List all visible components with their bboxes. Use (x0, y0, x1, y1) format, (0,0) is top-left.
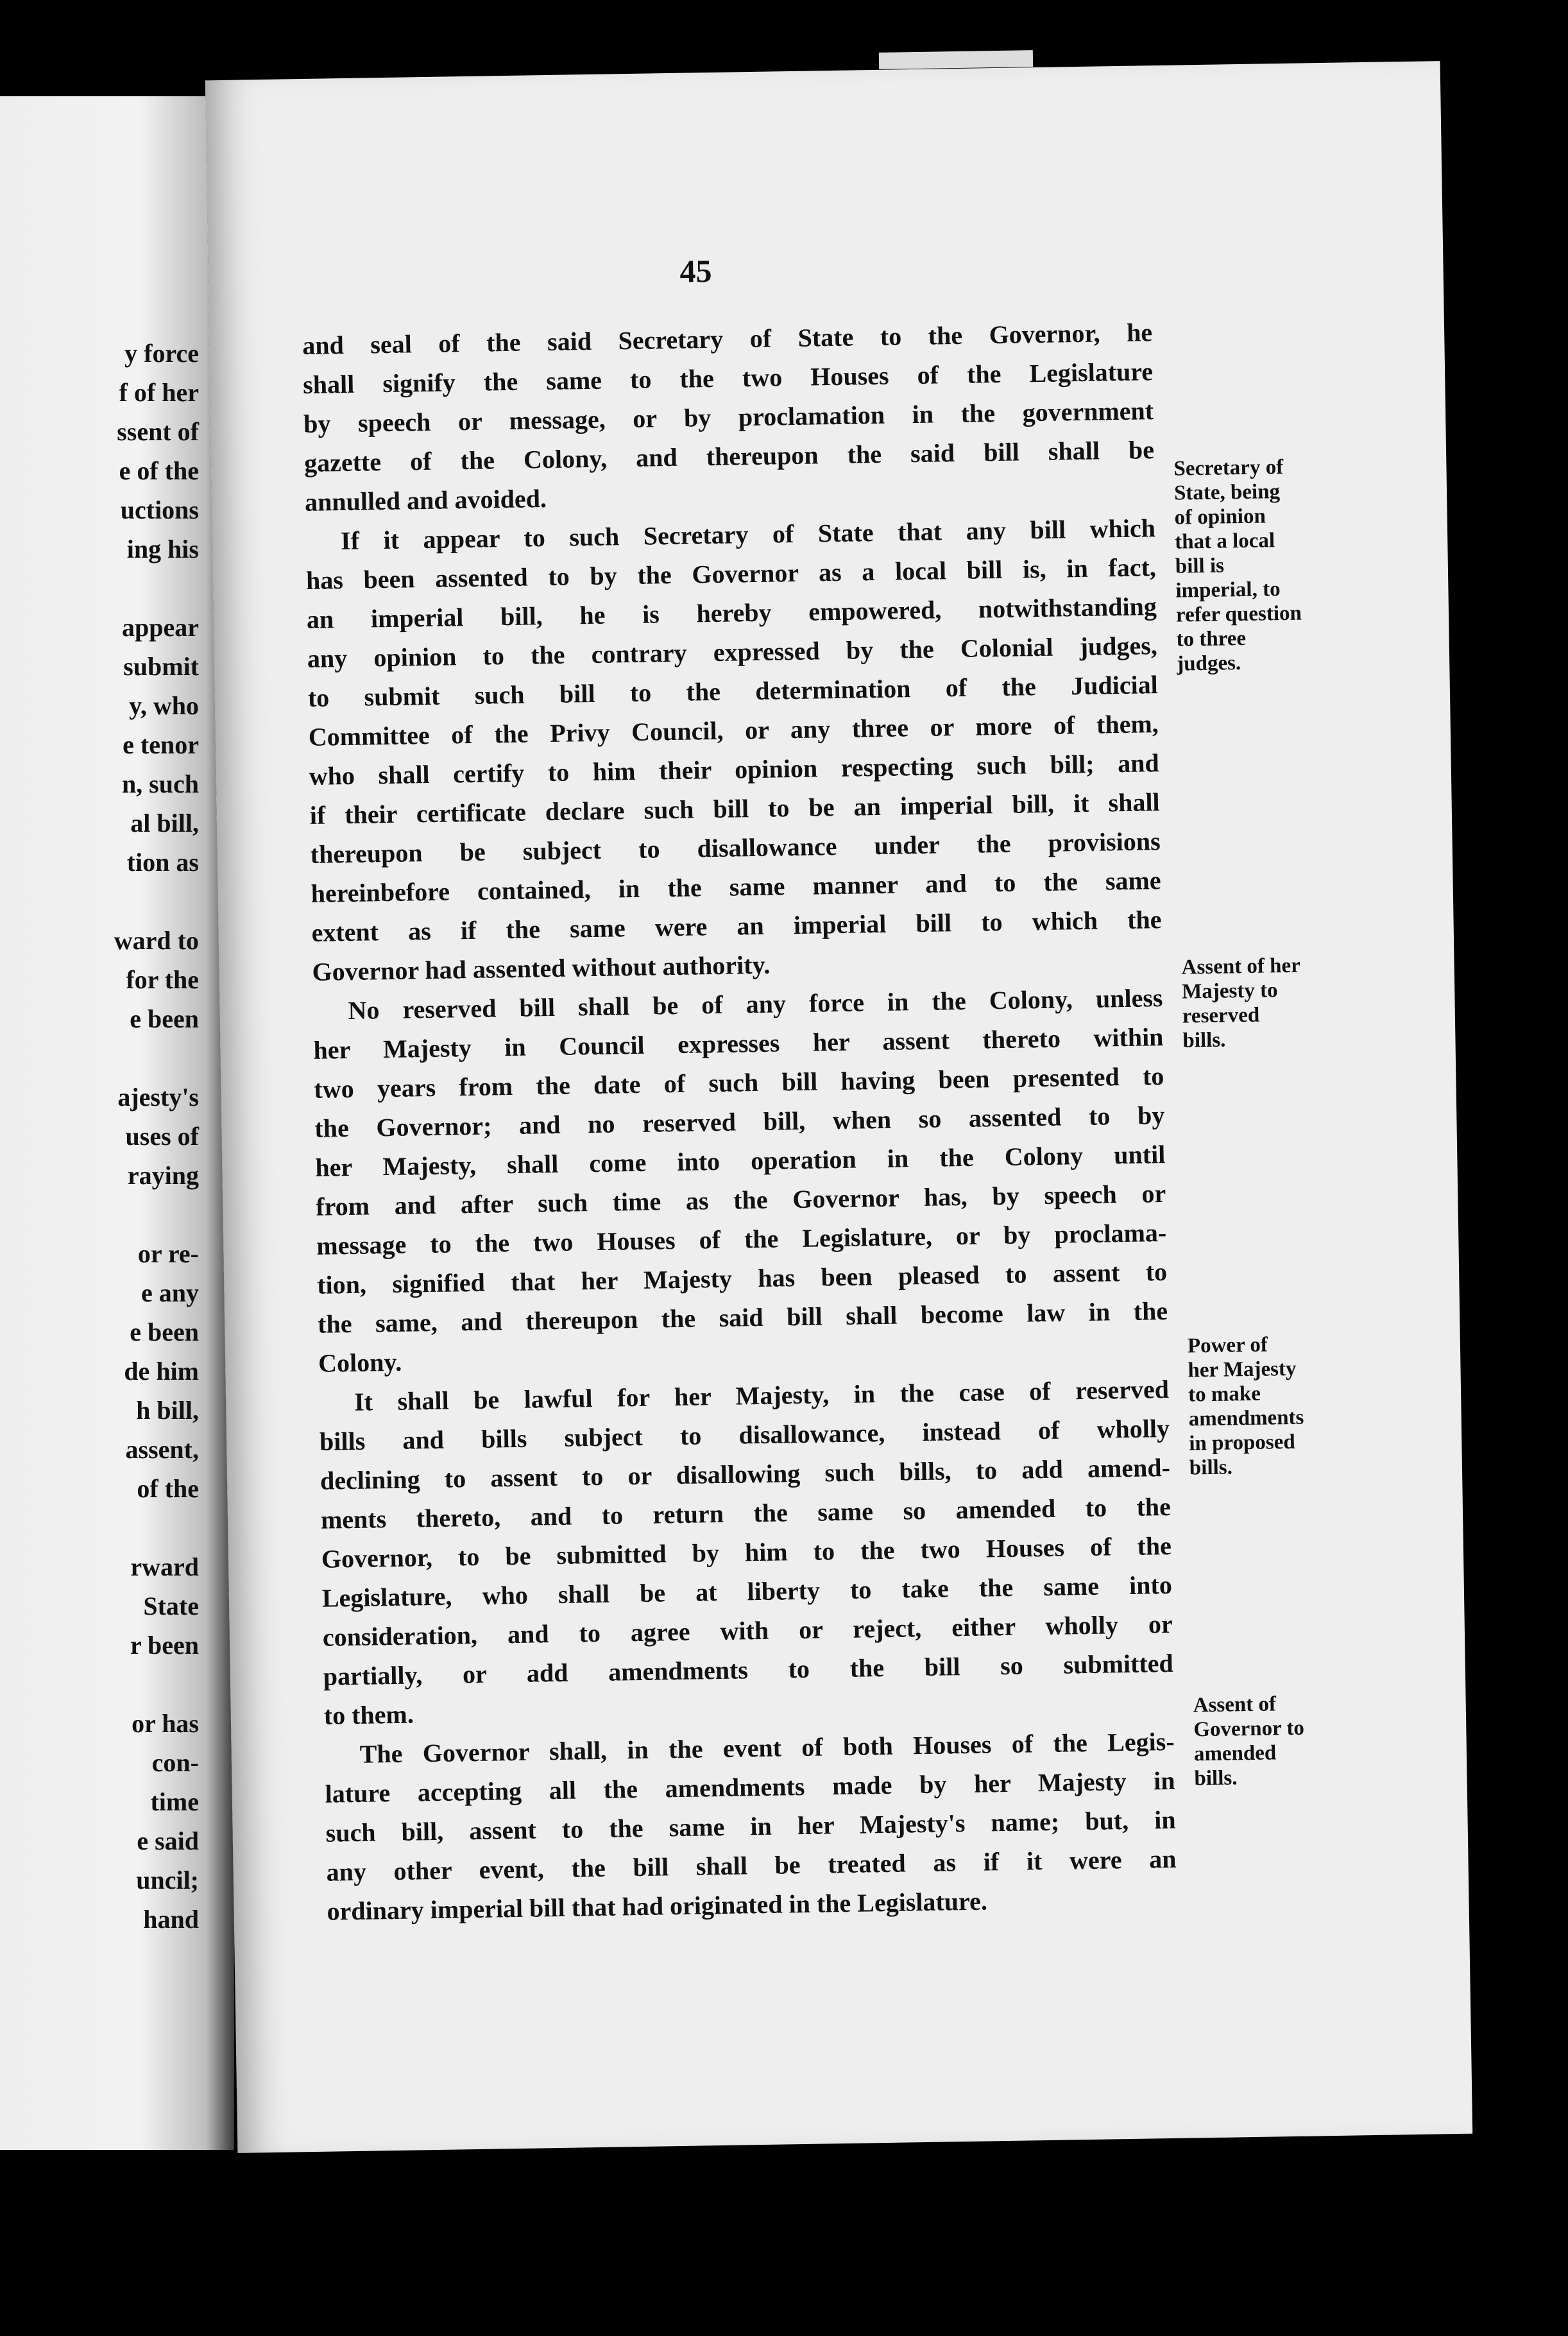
left-page-line: time (150, 1787, 199, 1816)
left-page-line: assent, (125, 1435, 199, 1464)
left-page-line: ssent of (117, 417, 199, 446)
left-page-line: e been (130, 1318, 199, 1346)
left-page-fragments (114, 334, 199, 1939)
text-line: lature accepting all the amendments made by her Majesty in (325, 1765, 1175, 1808)
text-line: has been assented to by the Governor as a local bill is, in fact, (305, 553, 1157, 595)
text-line: hereinbefore contained, in the same manner and to the same (311, 866, 1161, 908)
text-line: No reserved bill shall be of any force in the Colony, unless (348, 983, 1163, 1025)
right-page (205, 61, 1472, 2153)
left-page-line: State (143, 1592, 199, 1620)
text-line: the same, and thereupon the said bill shall become law in the (317, 1296, 1168, 1339)
text-line: partially, or add amendments to the bill so submitted (323, 1648, 1174, 1691)
text-line: if their certificate declare such bill to be an imperial bill, it shall (309, 787, 1160, 830)
text-line: Governor, to be submitted by him to the two Houses of the (321, 1531, 1172, 1574)
left-page-line: hand (143, 1905, 199, 1934)
text-line: such bill, assent to the same in her Majesty's name; but, in (325, 1805, 1176, 1848)
paragraph (302, 313, 1155, 522)
text-line: thereupon be subject to disallowance under the provisions (310, 827, 1161, 869)
left-page-line (114, 1665, 199, 1704)
text-line: Committee of the Privy Council, or any three or more of them, (308, 709, 1159, 751)
text-line: and seal of the said Secretary of State to the Governor, he (302, 318, 1153, 360)
margin-note-secretary-of-state: Secretary of State, being of opinion that a local bill is imperial, to refer question to three judges. (1173, 455, 1302, 676)
text-line: the Governor; and no reserved bill, when so assented to by (314, 1101, 1165, 1143)
left-page-line: de him (124, 1357, 199, 1386)
paragraph (324, 1722, 1177, 1931)
text-line: an imperial bill, he is hereby empowered, notwithstanding (306, 592, 1157, 634)
text-line: any opinion to the contrary expressed by the Colonial judges, (307, 631, 1158, 673)
text-line: shall signify the same to the two Houses of the Legislature (302, 357, 1154, 399)
left-page-line: e any (141, 1278, 199, 1307)
margin-note-assent-reserved-bills: Assent of her Majesty to reserved bills. (1181, 954, 1301, 1052)
left-page-line: for the (126, 965, 199, 994)
left-page-line: y, who (129, 691, 199, 720)
left-page-line: f of her (119, 378, 199, 407)
text-line: to them. (323, 1699, 414, 1730)
text-line: consideration, and to agree with or reject, either wholly or (322, 1609, 1173, 1652)
left-page-line (114, 1038, 199, 1078)
left-page-line: or re- (137, 1239, 199, 1268)
left-page-line (114, 569, 199, 608)
text-line: who shall certify to him their opinion respecting such bill; and (309, 748, 1159, 791)
left-page-line: al bill, (130, 809, 199, 837)
left-page-line: h bill, (136, 1396, 199, 1425)
left-page-line: con- (151, 1748, 199, 1777)
text-line: The Governor shall, in the event of both Houses of the Legis- (359, 1726, 1175, 1769)
left-page-line: ajesty's (117, 1083, 199, 1112)
left-page-line: of the (137, 1474, 199, 1503)
left-facing-page (0, 96, 234, 2150)
left-page-line: or has (132, 1709, 199, 1738)
left-page-line: ward to (114, 926, 199, 955)
text-line: tion, signified that her Majesty has been pleased to assent to (316, 1257, 1168, 1300)
left-page-line (114, 882, 199, 921)
text-line: her Majesty, shall come into operation in the Colony until (315, 1140, 1166, 1182)
text-line: Legislature, who shall be at liberty to take the same into (321, 1570, 1173, 1613)
text-line: bills and bills subject to disallowance, instead of wholly (319, 1413, 1170, 1456)
left-page-line: e been (130, 1004, 199, 1033)
text-line: from and after such time as the Governor has, by speech or (315, 1179, 1166, 1221)
left-page-line: ing his (126, 535, 199, 563)
text-line: ordinary imperial bill that had originated in the Legislature. (327, 1886, 988, 1926)
left-page-line (114, 1508, 199, 1547)
paragraph (319, 1370, 1174, 1735)
text-line: Governor had assented without authority. (312, 950, 771, 986)
left-page-line: n, such (121, 769, 199, 798)
paragraph (305, 508, 1163, 992)
left-page-line (114, 1195, 199, 1234)
left-page-line: e tenor (123, 730, 199, 759)
text-line: If it appear to such Secretary of State that any bill which (340, 513, 1156, 556)
text-line: two years from the date of such bill having been presented to (314, 1061, 1164, 1104)
text-line: annulled and avoided. (304, 484, 547, 517)
left-page-line: e of the (119, 456, 199, 485)
text-line: ments thereto, and to return the same so amended to the (320, 1491, 1172, 1534)
paragraph (312, 978, 1168, 1383)
text-line: extent as if the same were an imperial bill to which the (311, 905, 1162, 947)
text-line: declining to assent to or disallowing such bills, to add amend- (320, 1452, 1171, 1495)
text-line: Colony. (318, 1347, 402, 1378)
page-tab (879, 50, 1033, 69)
text-line: message to the two Houses of the Legislature, or by proclama- (316, 1218, 1167, 1260)
left-page-line: y force (124, 339, 199, 368)
body-text (302, 313, 1177, 1931)
page-number: 45 (679, 252, 712, 289)
text-line: It shall be lawful for her Majesty, in the case of reserved (354, 1374, 1170, 1416)
left-page-line: tion as (126, 848, 199, 877)
text-line: to submit such bill to the determination of the Judicial (307, 670, 1159, 712)
text-line: gazette of the Colony, and thereupon the said bill shall be (303, 435, 1155, 477)
left-page-line: e said (137, 1826, 199, 1855)
margin-note-assent-amended-bills: Assent of Governor to amended bills. (1193, 1692, 1305, 1791)
text-line: any other event, the bill shall be treated as if it were an (326, 1844, 1177, 1887)
left-page-line: uctions (120, 495, 199, 524)
left-page-line: r been (130, 1631, 199, 1660)
text-line: by speech or message, or by proclamation in the government (303, 396, 1154, 438)
left-page-line: rward (130, 1552, 199, 1581)
margin-note-power-to-amend: Power of her Majesty to make amendments in proposed bills. (1187, 1333, 1304, 1480)
left-page-line: uses of (125, 1122, 199, 1151)
text-line: her Majesty in Council expresses her assent thereto within (313, 1022, 1164, 1065)
left-page-line: submit (123, 652, 199, 681)
left-page-line: raying (127, 1161, 199, 1190)
left-page-line: appear (122, 613, 199, 642)
left-page-line: uncil; (136, 1866, 199, 1894)
